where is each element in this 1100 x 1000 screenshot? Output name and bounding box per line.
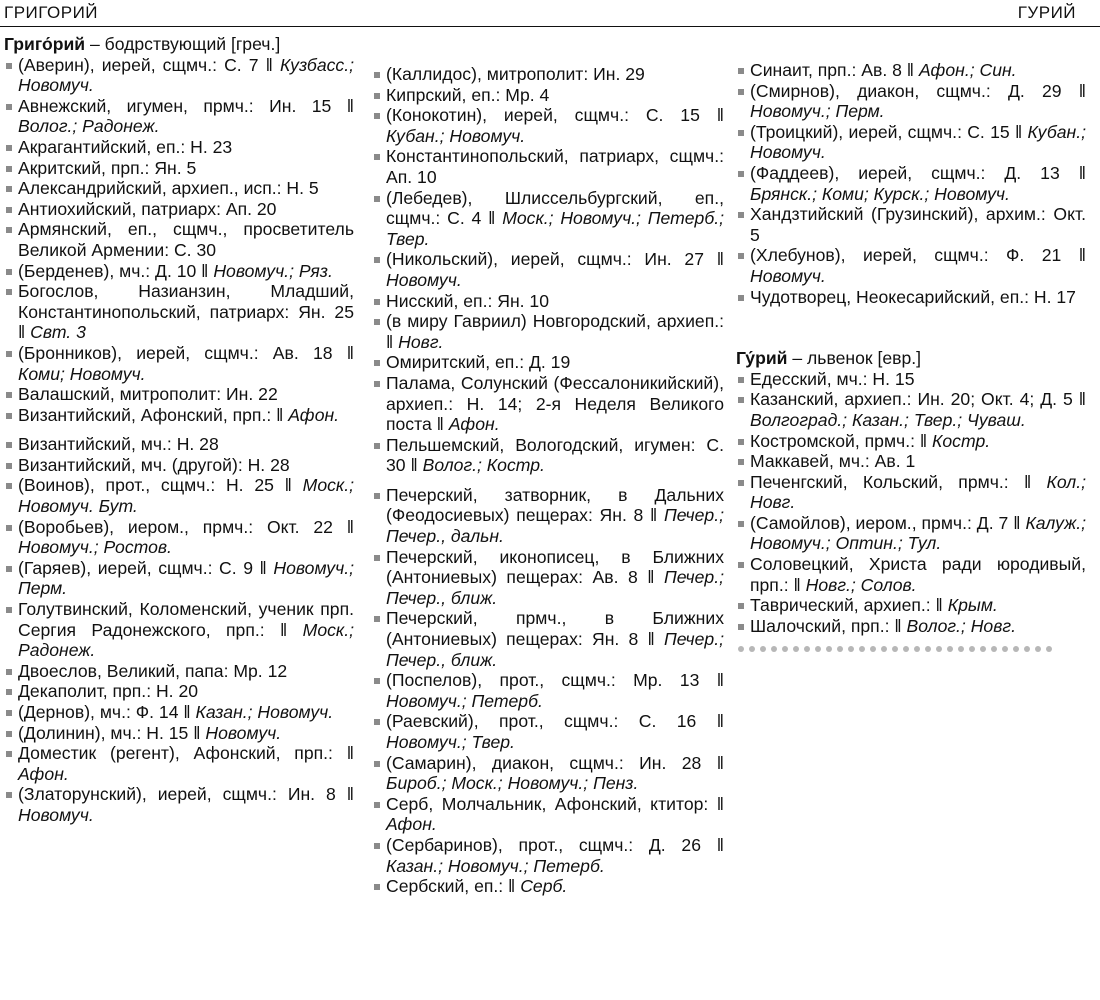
entry-sources: Новг. [398, 331, 444, 352]
entry-item [736, 554, 1086, 595]
divider-dot [881, 646, 887, 652]
entry-sources: Моск.; Новомуч.; Петерб.; Твер. [386, 208, 724, 249]
entry-item [4, 261, 354, 282]
entry-item [372, 485, 724, 547]
bullet-marker [738, 253, 744, 259]
divider-dot [1024, 646, 1030, 652]
bullet-marker [6, 392, 12, 398]
entry-text: (Аверин), иерей, сщмч.: С. 7 ‖ [18, 54, 280, 75]
entry-item [4, 96, 354, 137]
entry-item [736, 369, 1086, 390]
entry-text: (Долинин), мч.: Н. 15 ‖ [18, 722, 206, 743]
divider-dot [738, 646, 744, 652]
entry-sources: Новомуч. [205, 722, 282, 743]
divider-dot [969, 646, 975, 652]
entry-text: Двоеслов, Великий, папа: Мр. 12 [18, 660, 288, 681]
entry-item [4, 219, 354, 260]
column-1 [4, 34, 354, 826]
entry-item [4, 281, 354, 343]
entry-text: (Раевский), прот., сщмч.: С. 16 ‖ [386, 711, 724, 732]
bullet-marker [738, 603, 744, 609]
bullet-marker [738, 68, 744, 74]
entry-text: Антиохийский, патриарх: Ап. 20 [18, 198, 277, 219]
divider-dot [1046, 646, 1052, 652]
entry-item [372, 608, 724, 670]
entry-sources: Костр. [932, 430, 991, 451]
bullet-marker [738, 130, 744, 136]
entry-item [736, 122, 1086, 163]
entry-item [372, 105, 724, 146]
entry-text: (Бронников), иерей, сщмч.: Ав. 18 ‖ [18, 342, 354, 363]
divider-dot [925, 646, 931, 652]
entry-text: Таврический, архиеп.: ‖ [750, 595, 948, 616]
entry-item [4, 681, 354, 702]
bullet-marker [738, 397, 744, 403]
entry-sources: Новомуч.; Перм. [750, 101, 885, 122]
entry-text: Шалочский, прп.: ‖ [750, 615, 907, 636]
entry-text: Константинопольский, патриарх, сщмч.: Ап. 10 [386, 146, 724, 187]
entry-sources: Моск.; Радонеж. [18, 619, 354, 661]
entry-sources: Новомуч.; Твер. [386, 732, 515, 752]
bullet-marker [6, 463, 12, 469]
running-head-left: ГРИГОРИЙ [4, 3, 99, 22]
entry-item [736, 513, 1086, 554]
entry-text: (Каллидос), митрополит: Ин. 29 [386, 64, 645, 84]
entry-sources: Новомуч. [750, 265, 826, 286]
entry-item [4, 405, 354, 426]
entry-item [736, 81, 1086, 122]
bullet-marker [6, 413, 12, 419]
entry-text: Доместик (регент), Афонский, прп.: ‖ [18, 743, 354, 764]
entry-item [4, 55, 354, 96]
entry-sources: Крым. [947, 595, 998, 616]
bullet-marker [738, 562, 744, 568]
end-dots-divider [738, 646, 1086, 652]
entry-sources: Афон.; Син. [918, 60, 1017, 80]
entry-text: (Никольский), иерей, сщмч.: Ин. 27 ‖ [386, 249, 724, 270]
entry-text: (Хлебунов), иерей, сщмч.: Ф. 21 ‖ [750, 245, 1086, 266]
entry-text: (Смирнов), диакон, сщмч.: Д. 29 ‖ [750, 80, 1086, 101]
divider-dot [980, 646, 986, 652]
entry-text: (Гаряев), иерей, сщмч.: С. 9 ‖ [18, 557, 274, 578]
entry-text: Армянский, еп., сщмч., просветитель Великой Армении: С. 30 [18, 219, 354, 260]
bullet-marker [738, 480, 744, 486]
running-head-right: ГУРИЙ [1017, 3, 1076, 22]
entry-item [372, 352, 724, 373]
divider-dot [848, 646, 854, 652]
headword-grigoriy [4, 34, 354, 55]
entry-item [4, 517, 354, 558]
bullet-marker [6, 166, 12, 172]
bullet-marker [6, 351, 12, 357]
bullet-marker [374, 319, 380, 325]
bullet-marker [6, 689, 12, 695]
entry-item [736, 245, 1086, 286]
entry-sources: Афон. [386, 814, 437, 835]
bullet-marker [374, 884, 380, 890]
bullet-marker [738, 624, 744, 630]
bullet-marker [6, 63, 12, 69]
entry-text: Богослов, Назианзин, Младший, Константинопольский, патриарх: Ян. 25 ‖ [18, 281, 354, 343]
bullet-marker [6, 186, 12, 192]
divider-dot [892, 646, 898, 652]
entry-item [4, 434, 354, 455]
entry-sources: Кубан.; Новомуч. [386, 125, 526, 146]
bullet-marker [6, 269, 12, 275]
entry-item [736, 163, 1086, 204]
entry-text: Византийский, Афонский, прп.: ‖ [18, 404, 289, 425]
entry-text: Пельшемский, Вологодский, игумен: С. 30 ‖ [386, 434, 724, 476]
bullet-marker [374, 257, 380, 263]
entry-text: Соловецкий, Христа ради юродивый, прп.: ‖ [750, 554, 1086, 595]
bullet-marker [374, 555, 380, 561]
entry-sources: Новомуч.; Петерб. [386, 690, 543, 711]
divider-dot [947, 646, 953, 652]
entry-item [372, 311, 724, 352]
entry-text: Серб, Молчальник, Афонский, ктитор: ‖ [386, 793, 724, 814]
entry-sources: Афон. [448, 414, 500, 435]
entry-text: (Сербаринов), прот., сщмч.: Д. 26 ‖ [386, 834, 724, 855]
entry-text: Костромской, прмч.: ‖ [750, 430, 933, 451]
entry-sources: Моск.; Новомуч. Бут. [18, 475, 354, 517]
entry-sources: Новомуч. [386, 269, 462, 290]
entry-item [736, 287, 1086, 308]
divider-dot [1002, 646, 1008, 652]
bullet-marker [6, 792, 12, 798]
entry-sources: Волог.; Новг. [906, 615, 1016, 636]
bullet-marker [6, 525, 12, 531]
bullet-marker [6, 669, 12, 675]
entry-sources: Новомуч.; Ряз. [213, 260, 333, 281]
entry-item [372, 64, 724, 85]
bullet-marker [6, 442, 12, 448]
entry-text: (в миру Гавриил) Новгородский, архиеп.: ‖ [386, 311, 724, 352]
entry-sources: Коми; Новомуч. [18, 363, 146, 384]
entry-text: Маккавей, мч.: Ав. 1 [750, 451, 916, 472]
entry-item [372, 188, 724, 250]
entry-text: (Берденев), мч.: Д. 10 ‖ [18, 260, 214, 281]
entry-item [4, 743, 354, 784]
entry-text: Палама, Солунский (Фессалоникийский), архиеп.: Н. 14; 2-я Неделя Великого поста ‖ [386, 372, 724, 435]
entry-item [736, 595, 1086, 616]
entry-text: (Воинов), прот., сщмч.: Н. 25 ‖ [18, 475, 303, 496]
entry-text: (Фаддеев), иерей, сщмч.: Д. 13 ‖ [750, 162, 1086, 183]
entry-text: (Самойлов), иером., прмч.: Д. 7 ‖ [750, 512, 1026, 533]
bullet-marker [374, 443, 380, 449]
bullet-marker [374, 93, 380, 99]
bullet-marker [738, 171, 744, 177]
bullet-marker [374, 72, 380, 78]
divider-dot [1013, 646, 1019, 652]
entry-item [4, 384, 354, 405]
bullet-marker [374, 360, 380, 366]
entry-item [736, 451, 1086, 472]
bullet-marker [738, 459, 744, 465]
entry-item [372, 146, 724, 187]
entry-item [372, 835, 724, 876]
headword-meaning: – львенок [евр.] [787, 348, 922, 369]
entry-sources: Новомуч. [18, 804, 94, 825]
entry-sources: Афон. [18, 763, 69, 784]
entry-sources: Кол.; Новг. [750, 471, 1086, 513]
bullet-marker [374, 196, 380, 202]
entry-text: (Конокотин), иерей, сщмч.: С. 15 ‖ [386, 105, 724, 126]
bullet-marker [738, 377, 744, 383]
entry-text: Омиритский, еп.: Д. 19 [386, 352, 571, 373]
headword-meaning: – бодрствующий [греч.] [85, 34, 281, 54]
bullet-marker [374, 381, 380, 387]
entry-sources: Бироб.; Моск.; Новомуч.; Пенз. [386, 773, 639, 794]
entry-sources: Новг.; Солов. [805, 574, 917, 595]
divider-dot [914, 646, 920, 652]
entry-text: Валашский, митрополит: Ин. 22 [18, 384, 278, 405]
divider-dot [837, 646, 843, 652]
column-2 [372, 64, 724, 897]
bullet-marker [6, 731, 12, 737]
bullet-marker [738, 521, 744, 527]
entry-text: Печенгский, Кольский, прмч.: ‖ [750, 471, 1047, 492]
divider-dot [870, 646, 876, 652]
bullet-marker [738, 212, 744, 218]
entry-item [372, 373, 724, 435]
bullet-marker [374, 843, 380, 849]
entry-sources: Волог.; Костр. [422, 455, 545, 476]
divider-dot [826, 646, 832, 652]
bullet-marker [374, 113, 380, 119]
bullet-marker [738, 89, 744, 95]
entry-item [4, 702, 354, 723]
entry-item [4, 178, 354, 199]
entry-text: Сербский, еп.: ‖ [386, 876, 521, 897]
divider-dot [936, 646, 942, 652]
divider-dot [749, 646, 755, 652]
bullet-marker [6, 289, 12, 295]
entry-text: Акрагантийский, еп.: Н. 23 [18, 136, 233, 157]
entry-sources: Печер.; Печер., дальн. [386, 505, 724, 547]
entry-item [4, 723, 354, 744]
entry-item [736, 616, 1086, 637]
divider-dot [782, 646, 788, 652]
entry-text: Декаполит, прп.: Н. 20 [18, 681, 199, 702]
divider-dot [793, 646, 799, 652]
headword-guriy [736, 348, 1086, 369]
bullet-marker [6, 566, 12, 572]
entry-text: Казанский, архиеп.: Ин. 20; Окт. 4; Д. 5 ‖ [750, 389, 1086, 410]
entry-text: Голутвинский, Коломенский, ученик прп. Сергия Радонежского, прп.: ‖ [18, 599, 354, 640]
bullet-marker [6, 483, 12, 489]
entry-item [4, 475, 354, 516]
entry-text: Печерский, прмч., в Ближних (Антониевых) пещерах: Ян. 8 ‖ [386, 608, 724, 650]
entry-text: Едесский, мч.: Н. 15 [750, 368, 915, 389]
entry-item [372, 435, 724, 476]
entry-item [4, 199, 354, 220]
entry-text: (Поспелов), прот., сщмч.: Мр. 13 ‖ [386, 670, 724, 691]
entry-item [4, 137, 354, 158]
entry-text: Печерский, затворник, в Дальних (Феодосиевых) пещерах: Ян. 8 ‖ [386, 484, 724, 526]
entry-text: Нисский, еп.: Ян. 10 [386, 290, 549, 311]
entry-sources: Свт. 3 [30, 322, 86, 343]
bullet-marker [6, 104, 12, 110]
entry-sources: Новомуч.; Ростов. [18, 537, 172, 558]
bullet-marker [6, 145, 12, 151]
bullet-marker [374, 678, 380, 684]
entry-sources: Серб. [520, 876, 568, 897]
divider-dot [771, 646, 777, 652]
entry-item [372, 753, 724, 794]
entry-sources: Новомуч.; Перм. [18, 557, 354, 599]
entry-item [736, 204, 1086, 245]
entry-sources: Калуж.; Новомуч.; Оптин.; Тул. [750, 512, 1086, 554]
running-head [0, 0, 1100, 27]
entry-sources: Волгоград.; Казан.; Твер.; Чуваш. [750, 409, 1026, 430]
entry-item [372, 794, 724, 835]
entry-item [372, 876, 724, 897]
entry-text: Печерский, иконописец, в Ближних (Антониевых) пещерах: Ав. 8 ‖ [386, 546, 724, 588]
entry-sources: Печер.; Печер., ближ. [386, 567, 724, 608]
entry-item [372, 249, 724, 290]
divider-dot [991, 646, 997, 652]
entry-item [4, 343, 354, 384]
entry-text: Византийский, мч.: Н. 28 [18, 434, 219, 455]
bullet-marker [738, 295, 744, 301]
entry-text: Чудотворец, Неокесарийский, еп.: Н. 17 [750, 286, 1076, 307]
bullet-marker [6, 227, 12, 233]
bullet-marker [738, 439, 744, 445]
entry-item [736, 389, 1086, 430]
entry-text: Хандзтийский (Грузинский), архим.: Окт. 5 [750, 204, 1086, 245]
entry-item [4, 158, 354, 179]
divider-dot [1035, 646, 1041, 652]
bullet-marker [374, 154, 380, 160]
entry-item [4, 784, 354, 825]
bullet-marker [374, 802, 380, 808]
entry-text: (Златорунский), иерей, сщмч.: Ин. 8 ‖ [18, 784, 354, 805]
entry-item [372, 85, 724, 106]
divider-dot [903, 646, 909, 652]
bullet-marker [374, 719, 380, 725]
entry-sources: Казан.; Новомуч. [195, 702, 334, 722]
divider-dot [958, 646, 964, 652]
divider-dot [804, 646, 810, 652]
entry-item [4, 455, 354, 476]
entry-item [4, 558, 354, 599]
entry-text: Александрийский, архиеп., исп.: Н. 5 [18, 178, 319, 199]
bullet-marker [374, 616, 380, 622]
bullet-marker [374, 299, 380, 305]
entry-item [4, 661, 354, 682]
entry-text: Синаит, прп.: Ав. 8 ‖ [750, 60, 919, 80]
entry-item [372, 547, 724, 609]
entry-item [372, 670, 724, 711]
bullet-marker [6, 607, 12, 613]
entry-sources: Кубан.; Новомуч. [750, 121, 1086, 163]
entry-sources: Казан.; Новомуч.; Петерб. [386, 855, 605, 876]
bullet-marker [6, 751, 12, 757]
entry-text: (Троицкий), иерей, сщмч.: С. 15 ‖ [750, 121, 1028, 142]
entry-sources: Печер.; Печер., ближ. [386, 629, 724, 670]
entry-sources: Афон. [288, 404, 340, 425]
entry-item [372, 711, 724, 752]
entry-text: Акритский, прп.: Ян. 5 [18, 157, 197, 178]
entry-sources: Брянск.; Коми; Курск.; Новомуч. [750, 183, 1010, 204]
entry-item [4, 599, 354, 661]
entry-sources: Волог.; Радонеж. [18, 116, 160, 137]
divider-dot [815, 646, 821, 652]
divider-dot [859, 646, 865, 652]
entry-item [372, 291, 724, 312]
entry-text: Кипрский, еп.: Мр. 4 [386, 84, 550, 105]
entry-text: Авнежский, игумен, прмч.: Ин. 15 ‖ [18, 95, 354, 116]
bullet-marker [374, 761, 380, 767]
entry-text: Византийский, мч. (другой): Н. 28 [18, 454, 290, 475]
entry-item [736, 472, 1086, 513]
entry-text: (Самарин), диакон, сщмч.: Ин. 28 ‖ [386, 752, 724, 773]
headword-name: Гу́рий [736, 348, 788, 369]
entry-sources: Кузбасс.; Новомуч. [18, 54, 354, 96]
divider-dot [760, 646, 766, 652]
headword-name: Григо́рий [4, 34, 86, 54]
bullet-marker [6, 710, 12, 716]
bullet-marker [374, 493, 380, 499]
entry-item [736, 60, 1086, 81]
entry-text: (Воробьев), иером., прмч.: Окт. 22 ‖ [18, 516, 354, 537]
entry-text: (Дернов), мч.: Ф. 14 ‖ [18, 702, 196, 722]
column-3 [736, 60, 1086, 652]
entry-item [736, 431, 1086, 452]
entry-text: (Лебедев), Шлиссельбургский, еп., сщмч.: С. 4 ‖ [386, 187, 724, 229]
bullet-marker [6, 207, 12, 213]
